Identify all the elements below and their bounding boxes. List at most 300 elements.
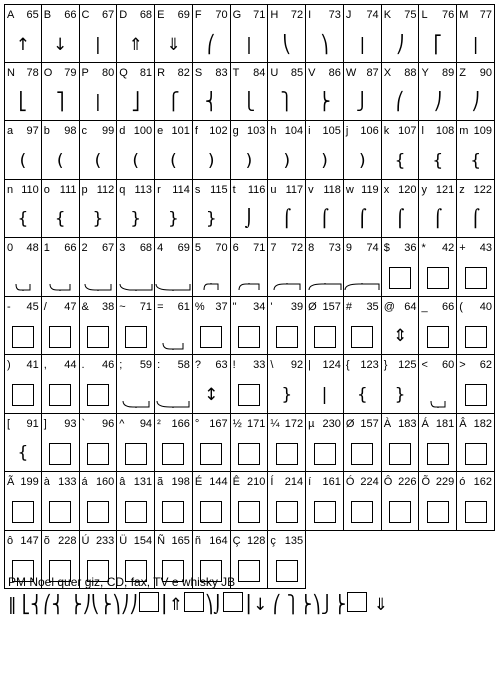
- glyph-cell: [4, 121, 42, 180]
- glyph-label: [459, 67, 492, 80]
- missing-glyph-box: [42, 321, 79, 353]
- glyph-char: ^: [119, 417, 125, 430]
- missing-glyph-box: [49, 326, 71, 348]
- glyph-cell: [155, 121, 193, 180]
- glyph-label: [157, 301, 190, 314]
- glyph-label: [308, 242, 341, 255]
- glyph-code: 68: [139, 242, 153, 254]
- glyph-symbol: ): [358, 150, 366, 171]
- glyph-label: [195, 67, 228, 80]
- glyph-symbol: |: [359, 34, 366, 55]
- missing-glyph-box: [419, 262, 456, 294]
- glyph-label: [346, 359, 379, 372]
- glyph-char: M: [459, 9, 469, 21]
- glyph-code: 74: [366, 242, 379, 254]
- missing-glyph-box: [382, 262, 419, 294]
- glyph-label: [82, 359, 115, 372]
- glyph-char: X: [383, 66, 392, 79]
- glyph-cell: [193, 355, 231, 414]
- glyph-code: 226: [398, 476, 417, 488]
- glyph-char: ?: [194, 359, 201, 371]
- glyph-label: [459, 125, 492, 138]
- missing-glyph-box: [49, 443, 71, 465]
- missing-glyph-box: [457, 496, 494, 528]
- glyph-label: [308, 476, 341, 489]
- glyph-label: [384, 242, 417, 255]
- glyph-cell: [4, 4, 42, 63]
- glyph-code: 90: [479, 66, 492, 79]
- missing-glyph-box: [389, 443, 411, 465]
- glyph-code: 199: [20, 476, 39, 488]
- glyph-code: 73: [328, 9, 341, 21]
- glyph-cell: [382, 180, 420, 239]
- glyph-label: [157, 418, 190, 431]
- missing-glyph-box: [42, 379, 79, 411]
- glyph-char: Ê: [232, 476, 240, 488]
- glyph-char: 2: [81, 242, 88, 254]
- glyph-label: [233, 9, 266, 22]
- glyph-code: 115: [210, 183, 228, 196]
- glyph-code: 181: [435, 417, 455, 430]
- glyph-label: [119, 418, 152, 431]
- glyph-symbol: ↕: [204, 384, 219, 405]
- glyph-label: [384, 9, 417, 22]
- glyph-code: 104: [284, 125, 304, 137]
- glyph-cell: [4, 414, 42, 473]
- glyph-char: J: [345, 9, 352, 21]
- glyph-label: [459, 359, 492, 372]
- glyph-char: ): [7, 359, 11, 371]
- glyph-symbol: ⇓: [166, 34, 181, 55]
- missing-glyph-box: [231, 555, 268, 587]
- glyph-label: [82, 301, 115, 314]
- glyph-code: 67: [102, 9, 115, 21]
- glyph-label: [421, 359, 454, 372]
- glyph-code: 164: [209, 534, 228, 547]
- glyph-code: 84: [253, 66, 266, 79]
- glyph-cell: [42, 297, 80, 356]
- missing-glyph-box: [276, 501, 298, 523]
- glyph-code: 69: [177, 9, 190, 21]
- missing-glyph-box: [382, 496, 419, 528]
- glyph-symbol: ↑: [15, 34, 30, 55]
- glyph-label: [119, 184, 152, 197]
- glyph-char: Ü: [119, 534, 128, 547]
- glyph-cell: [231, 297, 269, 356]
- glyph-char: @: [383, 300, 395, 313]
- glyph-code: 40: [479, 300, 492, 313]
- glyph-char: á: [81, 476, 88, 488]
- glyph-char: A: [7, 9, 15, 21]
- glyph-code: 103: [247, 125, 266, 137]
- glyph-cell: [268, 355, 306, 414]
- glyph-cell: [4, 355, 42, 414]
- sample-glyph-line: [8, 590, 388, 620]
- glyph-code: 74: [366, 9, 379, 21]
- glyph-code: 97: [26, 125, 39, 137]
- glyph-char: ~: [119, 300, 126, 313]
- glyph-label: [157, 535, 190, 548]
- glyph-code: 93: [64, 417, 77, 430]
- glyph-char: +: [459, 242, 466, 254]
- glyph-label: [119, 242, 152, 255]
- missing-glyph-box: [162, 443, 184, 465]
- glyph-char: t: [232, 183, 236, 196]
- glyph-char: %: [194, 300, 205, 313]
- glyph-cell: [231, 414, 269, 473]
- glyph-char: x: [383, 183, 390, 196]
- glyph-label: [233, 359, 266, 372]
- glyph-label: [82, 535, 115, 548]
- glyph-char: {: [345, 359, 350, 371]
- glyph-cell: [382, 355, 420, 414]
- missing-glyph-box: [193, 496, 230, 528]
- glyph-cell: [80, 4, 118, 63]
- missing-glyph-box: [344, 496, 381, 528]
- glyph-code: 107: [398, 125, 417, 137]
- glyph-code: 147: [20, 534, 39, 547]
- glyph-char: _: [421, 300, 428, 313]
- missing-glyph-box: [155, 496, 192, 528]
- glyph-cell: [306, 63, 344, 122]
- missing-glyph-box: [306, 496, 343, 528]
- missing-glyph-box: [347, 592, 367, 612]
- glyph-symbol: {: [17, 209, 29, 229]
- missing-glyph-box: [465, 267, 487, 289]
- glyph-cell: [193, 472, 231, 531]
- glyph-label: [44, 418, 77, 431]
- glyph-char: ã: [157, 476, 164, 488]
- glyph-code: 41: [26, 359, 39, 371]
- glyph-code: 111: [59, 183, 77, 196]
- glyph-label: [82, 418, 115, 431]
- glyph-char: I: [308, 9, 312, 21]
- glyph-char: !: [232, 359, 236, 371]
- glyph-char: T: [232, 66, 240, 79]
- glyph-symbol: {: [54, 209, 66, 229]
- glyph-symbol: ): [207, 150, 215, 171]
- glyph-label: [44, 359, 77, 372]
- glyph-char: ô: [7, 534, 14, 547]
- glyph-code: 182: [473, 417, 492, 430]
- glyph-code: 78: [26, 66, 39, 79]
- glyph-symbol: ⌠: [282, 209, 292, 229]
- glyph-char: O: [43, 66, 53, 79]
- glyph-code: 166: [171, 417, 190, 430]
- glyph-label: [421, 301, 454, 314]
- glyph-label: [119, 125, 152, 138]
- glyph-code: 224: [360, 476, 379, 488]
- glyph-char: P: [81, 66, 89, 79]
- glyph-cell: [4, 63, 42, 122]
- glyph-char: Ñ: [157, 534, 166, 547]
- glyph-label: [308, 67, 341, 80]
- glyph-symbol: {: [470, 150, 482, 171]
- glyph-label: [308, 359, 341, 372]
- glyph-label: [233, 418, 266, 431]
- glyph-label: [195, 418, 228, 431]
- glyph-code: 87: [366, 66, 379, 79]
- glyph-symbol: {: [17, 443, 29, 463]
- glyph-label: [7, 535, 39, 548]
- glyph-cell: [155, 355, 193, 414]
- glyph-symbol: ⎣: [18, 92, 28, 112]
- glyph-char: d: [119, 125, 126, 137]
- missing-glyph-box: [117, 438, 154, 470]
- glyph-label: [44, 67, 77, 80]
- glyph-symbol: ⎧: [167, 92, 180, 112]
- glyph-label: [195, 184, 228, 197]
- glyph-label: [7, 184, 39, 197]
- glyph-label: [82, 242, 115, 255]
- glyph-label: [195, 359, 228, 372]
- glyph-code: 113: [134, 183, 153, 196]
- glyph-label: [7, 67, 39, 80]
- missing-glyph-box: [80, 496, 117, 528]
- glyph-label: [195, 242, 228, 255]
- glyph-char: 6: [232, 242, 239, 254]
- glyph-label: [308, 418, 341, 431]
- brace-glyph: [155, 379, 192, 411]
- glyph-cell: [344, 4, 382, 63]
- glyph-char: S: [194, 66, 203, 79]
- glyph-code: 67: [102, 242, 115, 254]
- glyph-cell: [155, 414, 193, 473]
- glyph-code: 77: [479, 9, 492, 21]
- glyph-cell: [4, 472, 42, 531]
- missing-glyph-box: [117, 496, 154, 528]
- glyph-label: [270, 418, 303, 431]
- glyph-label: [308, 125, 341, 138]
- glyph-label: [44, 9, 77, 22]
- glyph-cell: [268, 238, 306, 297]
- glyph-char: r: [157, 183, 161, 196]
- missing-glyph-box: [465, 501, 487, 523]
- glyph-code: 102: [209, 125, 228, 137]
- glyph-label: [119, 359, 152, 372]
- missing-glyph-box: [87, 384, 109, 406]
- sample-glyphs: ⎞⌡: [204, 595, 223, 615]
- missing-glyph-box: [49, 501, 71, 523]
- glyph-cell: [306, 297, 344, 356]
- glyph-code: 123: [360, 359, 379, 371]
- glyph-cell: [231, 121, 269, 180]
- glyph-code: 81: [139, 66, 153, 79]
- brace-glyph: [155, 262, 192, 294]
- glyph-char: Ó: [345, 476, 355, 488]
- missing-glyph-box: [87, 326, 109, 348]
- glyph-code: 214: [284, 476, 304, 488]
- glyph-code: 135: [284, 534, 304, 547]
- glyph-label: [157, 9, 190, 22]
- glyph-code: 154: [133, 534, 153, 547]
- glyph-label: [308, 301, 341, 314]
- glyph-cell: [457, 180, 495, 239]
- glyph-char: É: [194, 476, 203, 488]
- glyph-code: 88: [404, 66, 417, 79]
- brace-glyph: [419, 379, 456, 411]
- glyph-cell: [306, 238, 344, 297]
- glyph-cell: [306, 355, 344, 414]
- glyph-label: [421, 9, 454, 22]
- glyph-cell: [80, 414, 118, 473]
- glyph-char: n: [7, 183, 14, 196]
- missing-glyph-box: [223, 592, 243, 612]
- glyph-cell: [344, 297, 382, 356]
- glyph-cell: [231, 4, 269, 63]
- glyph-symbol: ⎠: [395, 34, 405, 55]
- glyph-label: [7, 125, 39, 138]
- glyph-char: .: [81, 359, 85, 371]
- glyph-cell: [231, 472, 269, 531]
- missing-glyph-box: [268, 496, 305, 528]
- glyph-label: [459, 476, 492, 489]
- glyph-label: [233, 67, 266, 80]
- glyph-char: V: [308, 66, 316, 79]
- glyph-char: Í: [270, 476, 274, 488]
- glyph-code: 47: [64, 300, 77, 313]
- missing-glyph-box: [200, 443, 222, 465]
- glyph-cell: [42, 180, 80, 239]
- missing-glyph-box: [238, 443, 260, 465]
- glyph-label: [44, 476, 77, 489]
- glyph-label: [384, 184, 417, 197]
- glyph-label: [421, 242, 454, 255]
- glyph-symbol: ⌠: [471, 209, 481, 229]
- glyph-symbol: ↓: [53, 34, 68, 55]
- glyph-code: 70: [215, 242, 228, 254]
- glyph-cell: [231, 63, 269, 122]
- glyph-label: [346, 418, 379, 431]
- glyph-cell: [117, 180, 155, 239]
- glyph-char: K: [383, 9, 392, 21]
- glyph-code: 121: [435, 183, 455, 196]
- glyph-char: q: [119, 183, 126, 196]
- glyph-cell: [382, 238, 420, 297]
- glyph-symbol: |: [321, 384, 328, 405]
- glyph-cell: [457, 472, 495, 531]
- glyph-label: [7, 301, 39, 314]
- glyph-code: 65: [26, 9, 39, 21]
- missing-glyph-box: [268, 438, 305, 470]
- glyph-char: k: [383, 125, 390, 137]
- missing-glyph-box: [80, 321, 117, 353]
- glyph-code: 85: [290, 66, 304, 79]
- glyph-cell: [4, 297, 42, 356]
- glyph-char: L: [421, 9, 428, 21]
- glyph-symbol: ): [245, 150, 253, 171]
- glyph-label: [270, 184, 303, 197]
- glyph-char: Ø: [345, 417, 355, 430]
- glyph-symbol: {: [356, 384, 368, 405]
- missing-glyph-box: [465, 443, 487, 465]
- glyph-label: [233, 301, 266, 314]
- glyph-cell: [419, 414, 457, 473]
- glyph-code: 128: [247, 534, 266, 547]
- glyph-cell: [42, 63, 80, 122]
- glyph-symbol: ⌠: [395, 209, 405, 229]
- glyph-code: 116: [247, 183, 266, 196]
- brace-glyph: [268, 262, 305, 294]
- character-map-grid: [4, 4, 495, 568]
- glyph-label: [157, 476, 190, 489]
- glyph-symbol: ⎨: [204, 92, 218, 112]
- glyph-symbol: {: [394, 150, 406, 171]
- glyph-code: 68: [139, 9, 153, 21]
- glyph-symbol: ⎫: [280, 92, 294, 112]
- missing-glyph-box: [306, 321, 343, 353]
- missing-glyph-box: [117, 321, 154, 353]
- glyph-code: 66: [64, 9, 77, 21]
- missing-glyph-box: [238, 560, 260, 582]
- glyph-code: 86: [328, 66, 341, 79]
- glyph-char: °: [194, 417, 200, 430]
- missing-glyph-box: [193, 438, 230, 470]
- glyph-char: i: [308, 125, 311, 137]
- missing-glyph-box: [12, 501, 34, 523]
- glyph-label: [421, 125, 454, 138]
- glyph-label: [459, 242, 492, 255]
- glyph-code: 157: [360, 417, 379, 430]
- missing-glyph-box: [42, 438, 79, 470]
- glyph-symbol: |: [472, 34, 479, 55]
- glyph-char: h: [270, 125, 277, 137]
- glyph-code: 42: [441, 242, 455, 254]
- glyph-char: R: [157, 66, 166, 79]
- glyph-cell: [117, 355, 155, 414]
- glyph-symbol: ⎬: [318, 92, 331, 112]
- glyph-symbol: }: [281, 384, 293, 405]
- glyph-code: 230: [322, 417, 341, 430]
- sample-glyphs: ⎮⇑: [159, 595, 183, 615]
- glyph-label: [157, 184, 190, 197]
- glyph-cell: [117, 63, 155, 122]
- missing-glyph-box: [351, 443, 373, 465]
- glyph-code: 233: [95, 534, 115, 547]
- glyph-label: [195, 535, 228, 548]
- glyph-label: [270, 67, 303, 80]
- glyph-char: w: [345, 183, 354, 196]
- glyph-cell: [268, 414, 306, 473]
- glyph-cell: [382, 4, 420, 63]
- glyph-code: 144: [209, 476, 228, 488]
- glyph-cell: [42, 414, 80, 473]
- missing-glyph-box: [125, 501, 147, 523]
- missing-glyph-box: [276, 560, 298, 582]
- glyph-code: 98: [64, 125, 77, 137]
- glyph-label: [44, 125, 77, 138]
- missing-glyph-box: [49, 384, 71, 406]
- missing-glyph-box: [268, 555, 305, 587]
- missing-glyph-box: [231, 379, 268, 411]
- glyph-char: ]: [43, 417, 47, 430]
- glyph-cell: [419, 297, 457, 356]
- glyph-label: [7, 242, 39, 255]
- glyph-symbol: ⎩: [242, 92, 256, 112]
- glyph-label: [270, 301, 303, 314]
- glyph-cell: [117, 4, 155, 63]
- glyph-char: Â: [459, 417, 467, 430]
- glyph-symbol: ⌠: [357, 209, 367, 229]
- glyph-code: 210: [247, 476, 266, 488]
- glyph-symbol: ⎞: [320, 34, 329, 55]
- glyph-cell: [80, 472, 118, 531]
- glyph-cell: [193, 238, 231, 297]
- brace-glyph: [155, 321, 192, 353]
- glyph-code: 114: [172, 183, 190, 196]
- glyph-cell: [42, 121, 80, 180]
- glyph-char: f: [194, 125, 198, 137]
